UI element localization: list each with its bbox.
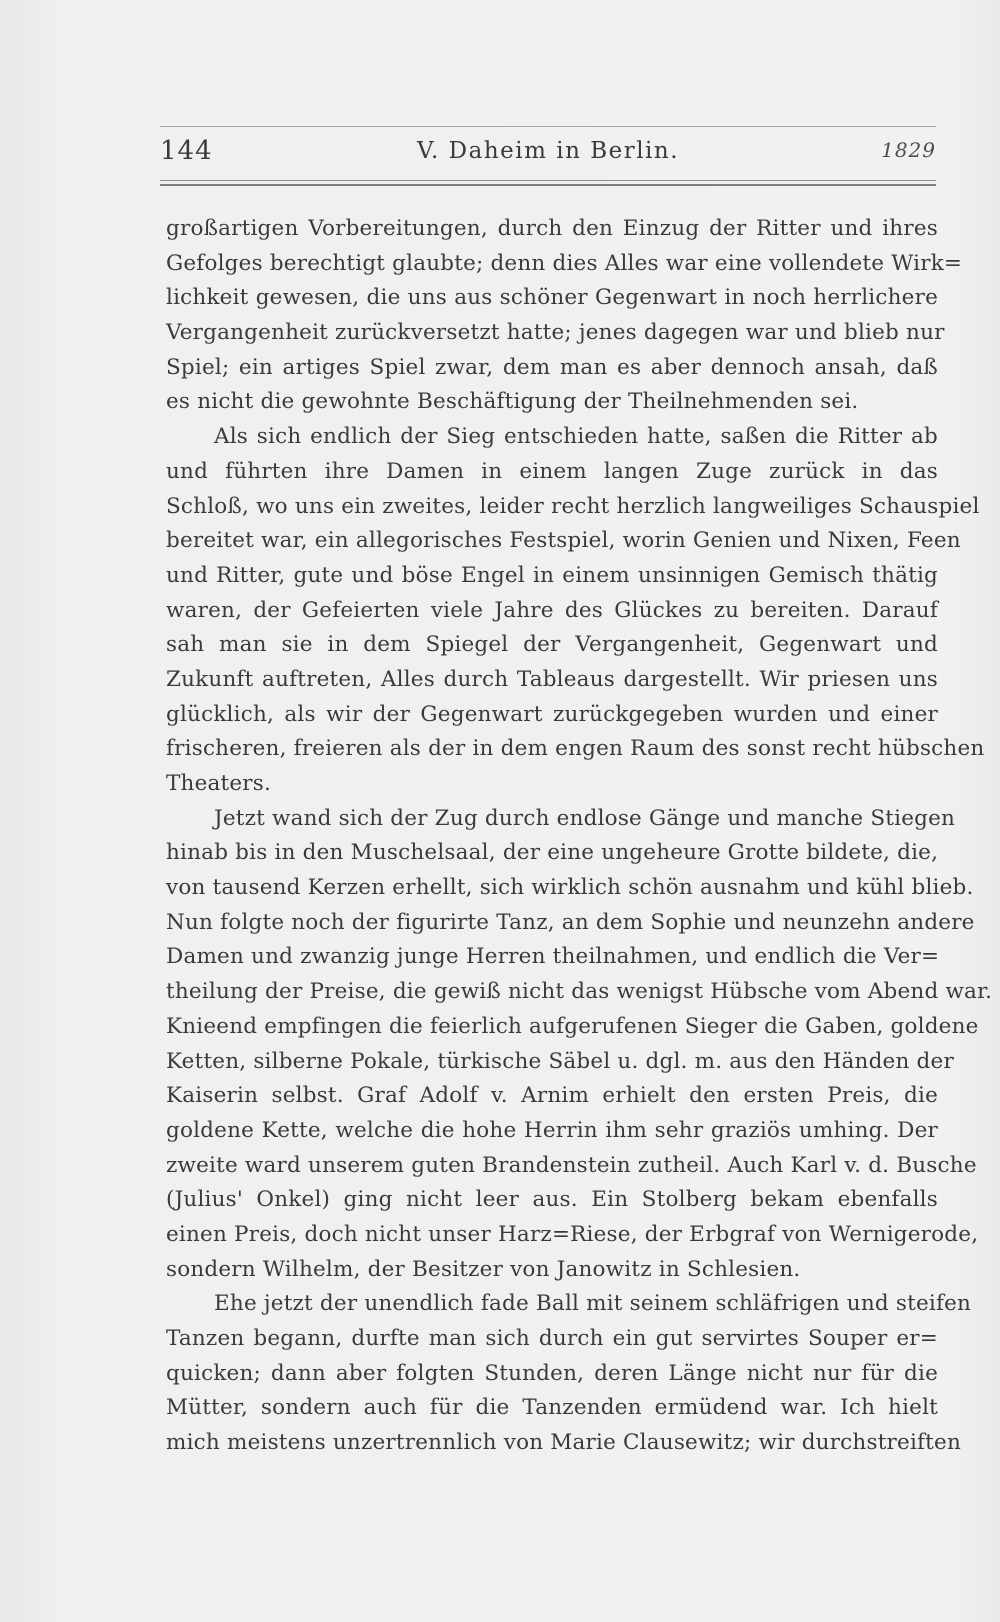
text-line: (Julius' Onkel) ging nicht leer aus. Ein Stolberg bekam ebenfalls <box>166 1187 938 1213</box>
text-line: Schloß, wo uns ein zweites, leider recht herzlich langweiliges Schauspiel <box>166 493 980 519</box>
text-line: mich meistens unzertrennlich von Marie Clausewitz; wir durchstreiften <box>166 1430 961 1456</box>
text-line: hinab bis in den Muschelsaal, der eine ungeheure Grotte bildete, die, <box>166 840 939 866</box>
text-line: Damen und zwanzig junge Herren theilnahmen, und endlich die Ver= <box>166 944 940 970</box>
text-line: Ehe jetzt der unendlich fade Ball mit seinem schläfrigen und steifen <box>214 1291 972 1317</box>
text-line: Tanzen begann, durfte man sich durch ein gut servirtes Souper er= <box>166 1326 938 1351</box>
text-line: es nicht die gewohnte Beschäftigung der Theilnehmenden sei. <box>166 389 859 415</box>
text-line: einen Preis, doch nicht unser Harz=Riese, der Erbgraf von Wernigerode, <box>166 1221 979 1247</box>
text-line: Theaters. <box>166 771 272 796</box>
text-line: Nun folgte noch der figurirte Tanz, an dem Sophie und neunzehn andere <box>166 909 975 935</box>
running-head <box>160 136 936 176</box>
header-bottom-rule-thick <box>160 184 936 186</box>
header-top-rule <box>160 126 936 127</box>
page-number: 144 <box>160 136 213 166</box>
text-line: lichkeit gewesen, die uns aus schöner Gegenwart in noch herrlichere <box>166 285 938 311</box>
text-line: zweite ward unserem guten Brandenstein zutheil. Auch Karl v. d. Busche <box>166 1152 977 1178</box>
text-line: Zukunft auftreten, Alles durch Tableaus dargestellt. Wir priesen uns <box>166 666 938 692</box>
text-line: quicken; dann aber folgten Stunden, deren Länge nicht nur für die <box>166 1360 938 1386</box>
text-line: und Ritter, gute und böse Engel in einem unsinnigen Gemisch thätig <box>166 562 938 588</box>
text-line: waren, der Gefeierten viele Jahre des Glückes zu bereiten. Darauf <box>166 597 938 623</box>
text-line: sondern Wilhelm, der Besitzer von Janowitz in Schlesien. <box>166 1256 801 1282</box>
chapter-header-title: V. Daheim in Berlin. <box>416 138 680 164</box>
text-line: großartigen Vorbereitungen, durch den Einzug der Ritter und ihres <box>166 216 938 241</box>
paragraph <box>166 802 993 1288</box>
handwritten-year-annotation: 1829 <box>881 138 936 162</box>
paragraph <box>166 1287 972 1460</box>
text-line: Ketten, silberne Pokale, türkische Säbel u. dgl. m. aus den Händen der <box>166 1048 954 1074</box>
text-line: Knieend empfingen die feierlich aufgerufenen Sieger die Gaben, goldene <box>166 1013 979 1039</box>
text-line: theilung der Preise, die gewiß nicht das wenigst Hübsche vom Abend war. <box>166 979 993 1005</box>
text-line: Vergangenheit zurückversetzt hatte; jenes dagegen war und blieb nur <box>166 320 945 346</box>
text-line: Spiel; ein artiges Spiel zwar, dem man es aber dennoch ansah, daß <box>166 354 938 380</box>
text-line: und führten ihre Damen in einem langen Zuge zurück in das <box>166 458 938 484</box>
header-bottom-rule-thin <box>160 180 936 181</box>
text-line: glücklich, als wir der Gegenwart zurückgegeben wurden und einer <box>166 701 938 727</box>
text-line: sah man sie in dem Spiegel der Vergangenheit, Gegenwart und <box>166 632 938 658</box>
text-line: Jetzt wand sich der Zug durch endlose Gänge und manche Stiegen <box>214 805 956 831</box>
paragraph <box>166 212 963 420</box>
text-line: Kaiserin selbst. Graf Adolf v. Arnim erhielt den ersten Preis, die <box>166 1083 938 1109</box>
text-line: bereitet war, ein allegorisches Festspiel, worin Genien und Nixen, Feen <box>166 528 961 554</box>
paragraph <box>166 420 985 802</box>
text-line: Gefolges berechtigt glaubte; denn dies Alles war eine vollendete Wirk= <box>166 250 963 276</box>
text-line: von tausend Kerzen erhellt, sich wirklich schön ausnahm und kühl blieb. <box>166 875 974 901</box>
body-text <box>166 212 993 1461</box>
text-line: Mütter, sondern auch für die Tanzenden ermüdend war. Ich hielt <box>166 1395 938 1421</box>
text-line: frischeren, freieren als der in dem engen Raum des sonst recht hübschen <box>166 736 985 762</box>
text-line: Als sich endlich der Sieg entschieden hatte, saßen die Ritter ab <box>214 424 938 450</box>
text-line: goldene Kette, welche die hohe Herrin ihm sehr graziös umhing. Der <box>166 1117 938 1143</box>
